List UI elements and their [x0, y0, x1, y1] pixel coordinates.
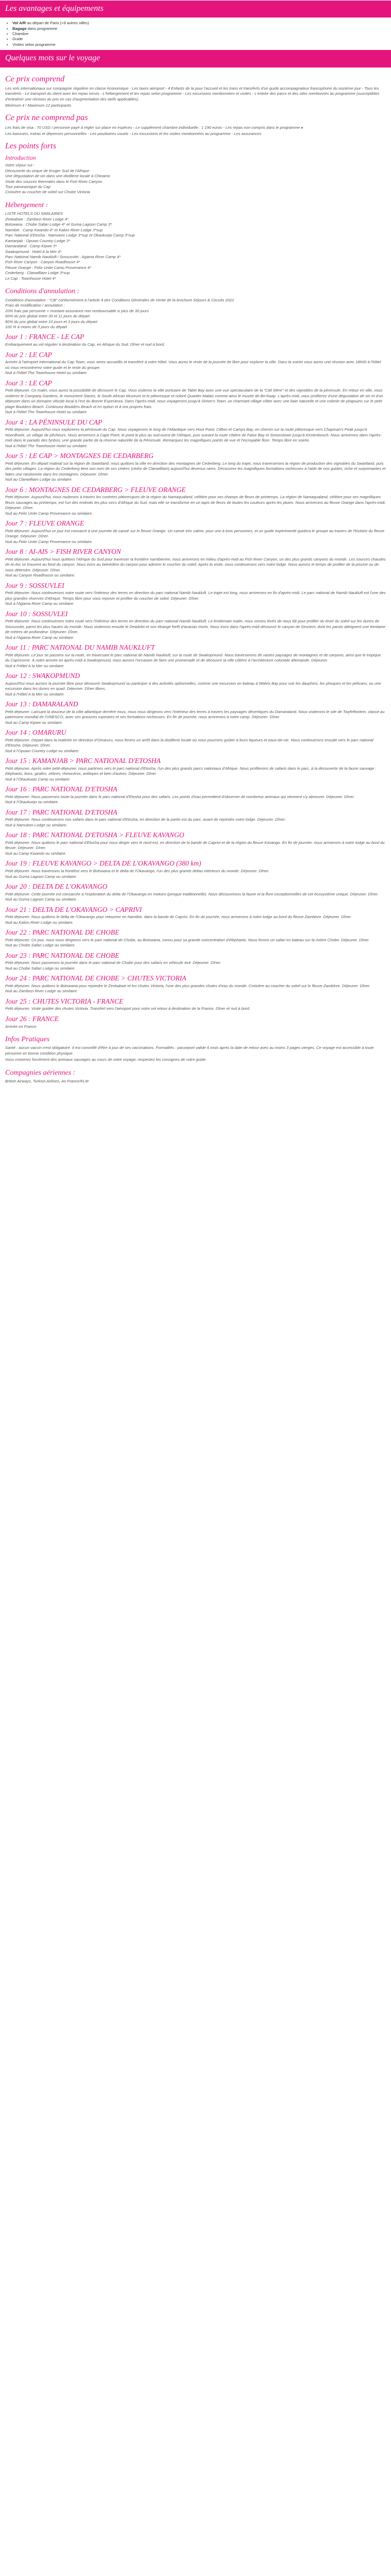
- section-band-advantages: Les avantages et équipements: [0, 1, 391, 18]
- day-title: Jour 13 : DAMARALAND: [5, 700, 78, 708]
- introduction-title: Introduction: [5, 154, 36, 161]
- section-band-trip: Quelques mots sur le voyage: [0, 50, 391, 67]
- strong-point-item: Votre séjour sur :: [5, 163, 35, 168]
- day-description: Petit déjeuner. Nous passerons la journée dans le parc national de Chobe pour des safaris en véhicule 4x4. Déjeuner. Dîner.: [5, 960, 221, 965]
- itinerary: [5, 332, 386, 1029]
- practical-title: Infos Pratiques: [5, 1035, 50, 1043]
- advantage-bold: Vol A/R: [12, 21, 26, 26]
- day-block: [5, 451, 386, 483]
- advantage-item: [12, 31, 386, 37]
- day-block: [5, 418, 386, 449]
- advantage-text: dans programme: [26, 26, 57, 31]
- day-accommodation: Nuit à l'Agama River Camp ou similaire.: [5, 601, 74, 606]
- day-description: Petit déjeuner. Cette journée est consacrée à l'exploration du delta de l'Okavango en mokoro (pirogue traditionnelle). Nous découvrirons la faune et la flore exceptionnelles de cet écosystème unique. Déjeuner. Dîner.: [5, 891, 379, 896]
- day-accommodation: Nuit au Canyon Roadhouse ou similaire.: [5, 573, 75, 578]
- price-excludes-text-2: Les boissons, extras et dépenses personnelles - Les pourboires usuels - Les excursions et les visites mentionnées au programme - Les assurances: [5, 131, 262, 136]
- day-block: [5, 350, 386, 376]
- lodging-item: Zimbabwe : Zambezi River Lodge 4*: [5, 216, 69, 222]
- day-accommodation: Nuit à l'Okaukuejo ou similaire.: [5, 800, 59, 805]
- lodging-item: Botswana : Chobe Safari Lodge 4* et Guma Lagoon Camp 3*: [5, 222, 112, 227]
- advantages-list: [5, 21, 386, 47]
- day-title: Jour 21 : DELTA DE L'OKAVANGO > CAPRIVI: [5, 905, 142, 913]
- cancellation-item: 20% frais par personne + montant assurance non remboursable si plus de 30 jours: [5, 308, 149, 313]
- advantage-item: [12, 26, 386, 31]
- advantage-item: [12, 42, 386, 47]
- day-title: Jour 2 : LE CAP: [5, 350, 52, 359]
- day-description: Petit déjeuner. Nous quittons le Botswana pour rejoindre le Zimbabwe et les chutes Victoria, l'une des plus grandes chutes d'eau du monde. Croisière au coucher du soleil sur le fleuve Zambèze. Déjeuner. Dîner.: [5, 983, 371, 988]
- day-description: Petit déjeuner. Nous continuerons notre route vers l'intérieur des terres en direction du parc national Namib Naukluft. Le lendemain matin, nous serons levés de nous tôt pour profiter du lever du soleil sur les dunes de Sossusvlei, parmi les plus hautes du monde. Nous visiterons ensuite le Deadvlei et son étrange forêt d'acacias morts. Nous irons dans l'après-midi découvrir le canyon de Sesriem, dont les parois atteignent une trentaine de mètres de profondeur. Déjeuner. Dîner.: [5, 619, 385, 635]
- day-title: Jour 23 : PARC NATIONAL DE CHOBE: [5, 951, 120, 959]
- lodging-item: Namibie : Camp Kwando 4* et Kalizo River Lodge 3*sup: [5, 227, 103, 232]
- day-block: [5, 808, 386, 828]
- practical-text-2: Vous croiserez forcément des animaux sauvages au cours de votre voyage, respectez les consignes de votre guide.: [5, 1057, 207, 1062]
- day-accommodation: Nuit au Chobe Safari Lodge ou similaire.: [5, 943, 76, 948]
- day-block: [5, 379, 386, 415]
- advantage-text: Chambre: [12, 31, 29, 37]
- day-title: Jour 18 : PARC NATIONAL D'ETOSHA > FLEUVE KAVANGO: [5, 831, 185, 839]
- day-title: Jour 10 : SOSSUVLEI: [5, 609, 68, 618]
- day-title: Jour 1 : FRANCE - LE CAP: [5, 333, 84, 341]
- day-description: Petit déjeuner. Départ dans la matinée en direction d'Omaruru, nous ferons un arrêt dans la distillerie locale où nous pourrons goûter à leurs liqueurs et eaux-de-vie. Nous continuerons ensuite vers le parc national d'Etosha. Déjeuner. Dîner.: [5, 737, 373, 748]
- day-accommodation: Nuit à l'hôtel The Townhouse Hotel ou similaire.: [5, 443, 88, 448]
- day-description: Petit déjeuner. Aujourd'hui nous quittons l'Afrique du Sud pour traverser la frontière namibienne, nous arriverons en milieu d'après-midi au Fish River Canyon, un des plus grands canyons du monde. Les sources chaudes de Ai-Ais se trouvent au fond du canyon. Nous irons au belvédère du canyon pour admirer le coucher du soleil. Après la visite, nous continuerons vers notre lodge. Nous aurons le temps de profiter de la piscine ou de nous détendre. Déjeuner. Dîner.: [5, 556, 386, 572]
- lodging-list: [5, 211, 386, 281]
- day-block: [5, 785, 386, 805]
- day-title: Jour 26 : FRANCE: [5, 1014, 59, 1023]
- day-accommodation: Nuit au Camp Kipwe ou similaire.: [5, 720, 63, 725]
- participants-text: Minimum 4 / Maximum 12 participants: [5, 103, 71, 108]
- day-block: [5, 609, 386, 641]
- strong-point-item: Une dégustation de vin dans une distillerie locale à Chinamo: [5, 174, 110, 179]
- advantage-item: [12, 37, 386, 42]
- day-accommodation: Nuit à l'hôtel The Townhouse Hotel ou similaire.: [5, 370, 88, 376]
- day-accommodation: Nuit au Kalizo River Lodge ou similaire.: [5, 920, 74, 925]
- day-block: [5, 905, 386, 926]
- day-title: Jour 4 : LA PÉNINSULE DU CAP: [5, 418, 102, 426]
- advantage-bold: Bagage: [12, 26, 27, 31]
- day-block: [5, 1014, 386, 1029]
- day-block: [5, 671, 386, 697]
- day-description: Petit déjeuner. Nous quittons le delta de l'Okavango pour retourner en Namibie, dans la bande de Caprivi. En fin de journée, nous arriverons à notre lodge au bord du fleuve Zambèze. Déjeuner. Dîner.: [5, 914, 352, 920]
- day-block: [5, 928, 386, 948]
- advantage-text: Visites selon programme: [12, 42, 56, 47]
- day-description: Petit déjeuner. Nous passerons toute la journée dans le parc national d'Etosha pour des safaris. Les points d'eau permettent d'observer de nombreux animaux qui viennent s'y abreuver. Déjeuner. Dîner.: [5, 794, 355, 799]
- day-title: Jour 14 : OMARURU: [5, 728, 67, 737]
- trip-section: [0, 67, 391, 1087]
- day-description: Arrivée en France.: [5, 1024, 38, 1029]
- day-block: [5, 831, 386, 856]
- day-block: [5, 951, 386, 972]
- cancellation-item: 60% du prix global entre 30 et 11 jours du départ: [5, 314, 90, 319]
- day-title: Jour 11 : PARC NATIONAL DU NAMIB NAUKLUFT: [5, 643, 155, 652]
- day-block: [5, 332, 386, 347]
- day-accommodation: Nuit à l'Agama River Camp ou similaire.: [5, 635, 74, 640]
- advantage-text: Guide: [12, 37, 23, 42]
- day-description: Petit déjeuner. Visite guidée des chutes Victoria. Transfert vers l'aéroport pour votre vol retour à destination de la France. Dîner et nuit à bord.: [5, 1006, 251, 1011]
- day-accommodation: Nuit à l'Opuwo Country Lodge ou similaire.: [5, 748, 79, 753]
- day-block: [5, 700, 386, 725]
- advantage-item: [12, 21, 386, 26]
- day-description: Petit déjeuner. Aujourd'hui nous explorerez la péninsule du Cap. Nous voyagerons le long de l'Atlantique vers Hout Point, Clifton et Camps Bay, en chemin sur la route pittoresque vers Chapman's Peak jusqu'à Noordhoek, un village de pêcheurs. Nous arriverons à Cape Point, le point le plus au sud-ouest de l'Afrique, puis suivant la route côtière de False Bay et Simonstown jusqu'à Kirstenbosch. Nous arriverons dans l'après-midi dans le paradis des fynbos, une grande partie de la réserve naturelle de la Péninsule. Remarquez les magnifiques points de vue et l'incroyable flore. Temps libre en soirée.: [5, 427, 382, 443]
- day-title: Jour 24 : PARC NATIONAL DE CHOBE > CHUTES VICTORIA: [5, 974, 186, 982]
- day-block: [5, 643, 386, 669]
- day-title: Jour 5 : LE CAP > MONTAGNES DE CEDARBERG: [5, 452, 154, 460]
- lodging-item: Damaraland : Camp Kipwe 3*: [5, 244, 57, 249]
- day-title: Jour 12 : SWAKOPMUND: [5, 672, 80, 680]
- day-description: Petit déjeuner. Aujourd'hui, nous roulerons à travers les contrées pittoresques de la région du Namaqualand, célèbre pour ses champs de fleurs de printemps. La région de Namaqualand, célèbre pour ses magnifiques fleurs sauvages au printemps, est l'un des endroits les plus secs d'Afrique du Sud, mais elle se transforme en un tapis de fleurs de toutes les couleurs après les pluies. Nous arriverons au fleuve Orange dans l'après-midi. Déjeuner. Dîner.: [5, 495, 386, 511]
- day-title: Jour 16 : PARC NATIONAL D'ETOSHA: [5, 785, 118, 793]
- day-title: Jour 15 : KAMANJAB > PARC NATIONAL D'ETOSHA: [5, 757, 161, 765]
- day-block: [5, 997, 386, 1012]
- lodging-title: Hébergement :: [5, 201, 48, 209]
- price-includes-text: Les vols internationaux sur compagnie régulière en classe économique - Les taxes aéroport - 4 Enfants de la pour l'accueil et les trans et transferts d'un guide accompagnateur francophone du onzième jour - Tous les transferts - Le transport du client avec les repas servis - L'hébergement et les repas selon programme - Les excursions mentionnées et visites - L'entrée des parcs et des sites mentionnés au programme (susceptibles d'entraîner une révision du prix en cas d'augmentation des tarifs applicables).: [5, 86, 380, 101]
- day-block: [5, 859, 386, 879]
- day-accommodation: Nuit au Guma Lagoon Camp ou similaire.: [5, 897, 77, 902]
- day-accommodation: Nuit au Clanwilliam Lodge ou similaire.: [5, 477, 73, 482]
- price-includes-title: Ce prix comprend: [5, 74, 64, 83]
- day-title: Jour 20 : DELTA DE L'OKAVANGO: [5, 882, 108, 890]
- lodging-item: Cederberg : Clanwilliam Lodge 3*sup: [5, 270, 70, 276]
- airline-text: British Airways, Turkish Airlines, Air France/KLM: [5, 1079, 89, 1083]
- cancellation-item: 80% du prix global entre 10 jours et 3 jours du départ: [5, 319, 97, 324]
- advantages-section: [0, 18, 391, 50]
- day-description: Aujourd'hui nous aurons la journée libre pour découvrir Swakopmund ou participer à des activités optionnelles, comme une excursion en bateau à Walvis Bay pour voir les dauphins, les phoques et les pélicans, ou une excursion dans les dunes en quad. Déjeuner. Dîner libres.: [5, 681, 381, 691]
- day-block: [5, 974, 386, 994]
- day-title: Jour 22 : PARC NATIONAL DE CHOBE: [5, 928, 120, 937]
- day-description: Petit déjeuner. Nous continuerons notre route vers l'intérieur des terres en direction du parc national Namib Naukluft. Le trajet est long, nous arriverons en fin d'après-midi. Le parc national de Namib Naukluft est l'une des plus grandes réserves d'Afrique. Temps libre pour vous reposer et profiter du coucher de soleil. Déjeuner. Dîner.: [5, 590, 386, 601]
- day-description: Petit déjeuner. Aujourd'hui ce jour est consacré à une journée de canoë sur le fleuve Orange. Un canoë très calme, pour une à trois personnes, et un guide expérimenté guidera le groupe au travers de l'histoire du fleuve Orange. Déjeuner. Dîner.: [5, 528, 385, 539]
- lodging-item: Parc National d'Etosha : Namutoni Lodge 3*sup et Okaukuejo Camp 3*sup: [5, 233, 135, 238]
- day-block: [5, 485, 386, 517]
- strong-point-item: Visite des sources thermales dans le Fish River Canyon: [5, 179, 103, 184]
- lodging-item: LISTE HOTELS OU SIMILAIRES: [5, 211, 63, 216]
- strong-point-item: Découverte du cirque de Kruger Sud de l'Afrique: [5, 168, 90, 173]
- day-accommodation: Nuit au Guma Lagoon Camp ou similaire.: [5, 874, 77, 879]
- day-accommodation: Nuit au Zambezi River Lodge ou similaire.: [5, 989, 78, 994]
- cancellation-title: Conditions d'annulation :: [5, 287, 79, 296]
- day-description: Petit déjeuner. Nous continuerons nos safaris dans le parc national d'Etosha, en direction de la partie est du parc, avant de rejoindre notre lodge. Déjeuner. Dîner.: [5, 817, 286, 822]
- day-accommodation: Nuit au Camp Kwando ou similaire.: [5, 851, 67, 856]
- day-title: Jour 19 : FLEUVE KAVANGO > DELTA DE L'OKAVANGO (380 km): [5, 859, 201, 868]
- day-description: Arrivée à l'aéroport international du Cap Town, vous serez accueillis et transféré à votre hôtel. Vous aurez le reste de la journée de libre pour explorer la ville. Dans la soirée vous aurez une réunion avec 18h00 à l'hôtel où vous rencontrerez votre guide et le reste du groupe.: [5, 360, 381, 370]
- day-accommodation: Nuit au Felix Unite Camp Provenance ou similaire.: [5, 511, 93, 516]
- day-accommodation: Nuit à l'Okaukuejo Camp ou similaire.: [5, 776, 71, 782]
- day-title: Jour 8 : AI-AIS > FISH RIVER CANYON: [5, 548, 121, 556]
- cancellation-item: Conditions d'annulation : "CB" conformément à l'article 4 des Conditions Générales de Vente de la brochure Séjours & Circuits 2022: [5, 297, 234, 302]
- lodging-item: Parc National Namib Naukluft / Sossusvlei : Agama River Camp 4*: [5, 254, 121, 259]
- day-accommodation: Nuit au Chobe Safari Lodge ou similaire.: [5, 965, 76, 971]
- price-excludes-text: Les frais de visa : 70 USD / personne payé à régler sur place en espèces - Le supplément chambre individuelle : 1 190 euros - Les repas non compris dans le programme ▸: [5, 125, 303, 130]
- strong-points-title: Les points forts: [5, 142, 56, 151]
- day-title: Jour 6 : MONTAGNES DE CEDARBERG > FLEUVE ORANGE: [5, 485, 186, 494]
- day-block: [5, 882, 386, 903]
- day-block: [5, 756, 386, 782]
- lodging-item: Kamanjab : Opuwo Country Lodge 3*: [5, 238, 70, 243]
- day-title: Jour 3 : LE CAP: [5, 379, 52, 387]
- lodging-item: Fish River Canyon : Canyon Roadhouse 4*: [5, 260, 80, 265]
- strong-point-item: Croisière au coucher de soleil sur Chobe Victoria: [5, 190, 90, 195]
- day-block: [5, 581, 386, 607]
- day-title: Jour 7 : FLEUVE ORANGE: [5, 519, 84, 528]
- lodging-item: Le Cap : Townhouse Hotel 4*: [5, 276, 56, 281]
- day-accommodation: Nuit à l'Hôtel A la Mer ou similaire.: [5, 691, 65, 697]
- advantage-text: au départ de Paris (+9 autres villes): [26, 21, 89, 26]
- airline-title: Compagnies aériennes :: [5, 1069, 76, 1077]
- day-description: Petit déjeuner. Nous quittons le parc national d'Etosha pour nous diriger vers le nord-est, en direction de la bande de Caprivi et de la région du fleuve Kavango. En fin de journée, nous arriverons à notre lodge au bord du fleuve. Déjeuner. Dîner.: [5, 840, 385, 851]
- day-block: [5, 547, 386, 579]
- day-title: Jour 25 : CHUTES VICTORIA - FRANCE: [5, 997, 123, 1005]
- lodging-item: Fleuve Orange : Felix Unite Camp Provenance 4*: [5, 265, 91, 270]
- day-description: Petit déjeuner. Ce matin, vous aurez la possibilité de découvrir le Cap. Vous visiterez la ville portuaire de Table Bay avec une vue spectaculaire de la "Cité Mère" et des vignobles de la péninsule. En retour en ville, vous visiterez le Company Gardens, le monument Slaves, le South African Museum et le pittoresque et coloré Quartier Malais comme ainsi le musée de Bo-Kaap. L'après-midi, vous profiterez d'une dégustation de vin et d'un déjeuner dans un domaine viticole local à l'est du Bonne Esperanza. Dans l'après-midi, nous voyagerons jusqu'à Simon's Town, un charmant village côtier avec une baie naturelle et une colonie de pingouins sur le petit plage Boulders Beach. Continuez Boulders Beach et en option et à vos propres frais.: [5, 388, 383, 409]
- strong-points-list: [5, 163, 386, 195]
- day-accommodation: Nuit à Namutoni Lodge ou similaire.: [5, 822, 68, 827]
- day-description: Petit déjeuner. Laissant la douceur de la côte atlantique derrière nous, nous nous dirigeons vers l'intérieur des terres à travers les paysages désertiques du Damaraland. Nous visiterons le site de Twyfelfontein, classé au patrimoine mondial de l'UNESCO, avec ses gravures rupestres et ses formations rocheuses. En fin de journée, nous arriverons à notre camp. Déjeuner. Dîner.: [5, 709, 385, 720]
- day-description: Petit déjeuner. Ce jour, nous nous dirigeons vers le parc national de Chobe, au Botswana, connu pour sa grande concentration d'éléphants. Nous ferons un safari en bateau sur la rivière Chobe. Déjeuner. Dîner.: [5, 937, 370, 942]
- cancellation-item: Frais de modification / annulation :: [5, 303, 65, 308]
- day-description: Petit déjeuner. En départ matinal sur la région de Swartland, nous quittons la ville en direction des montagnes de Cederberg. Le long du trajet, nous traverserons la région de production des vignobles du Swartland, puis des petits villages. La région du Cederberg tient son nom de ses cèdres (cèdre de Clanwilliam) aujourd'hui devenus rares. Découvrez les magnifiques formations rocheuses à l'aide de nos guides, riche et surprenantes et faites une randonnée dans les montagnes. Déjeuner. Dîner.: [5, 461, 386, 477]
- cancellation-list: [5, 298, 386, 330]
- lodging-item: Swakopmund : Hotel A la Mer 4*: [5, 249, 62, 254]
- day-accommodation: Nuit au Felix Unite Camp Provenance ou similaire.: [5, 539, 93, 544]
- day-block: [5, 519, 386, 545]
- day-block: [5, 728, 386, 754]
- cancellation-item: 100 % à moins de 3 jours du départ: [5, 324, 67, 329]
- strong-point-item: Tour panoramique du Cap: [5, 184, 51, 189]
- price-excludes-title: Ce prix ne comprend pas: [5, 113, 88, 123]
- day-title: Jour 9 : SOSSUVLEI: [5, 581, 64, 589]
- day-description: Petit déjeuner. Après votre petit-déjeuner, nous partirons vers le parc national d'Etosha, l'un des plus grands parcs nationaux d'Afrique. Nous profiterons de safaris dans le parc, à la découverte de la faune sauvage : éléphants, lions, girafes, zèbres, rhinocéros, antilopes et bien d'autres. Déjeuner. Dîner.: [5, 766, 377, 776]
- day-description: Petit déjeuner. Le jour se passera sur la route, en traversant le parc national de Namib Naukluft, sur la route de Swakopmund. Nous traverserons de vastes paysages de montagnes et de canyons, ainsi que le tropique du Capricorne. À notre arrivée en après-midi à Swakopmund, nous aurons l'occasion de faire une promenade et de découvrir la ville côtière à l'architecture coloniale allemande. Déjeuner.: [5, 652, 381, 663]
- day-accommodation: Nuit à l'Hôtel A la Mer ou similaire.: [5, 663, 65, 668]
- day-description: Embarquement au vol régulier à destination du Cap, en Afrique du Sud. Dîner et nuit à bord.: [5, 342, 165, 347]
- day-title: Jour 17 : PARC NATIONAL D'ETOSHA: [5, 808, 118, 816]
- practical-text: Santé : aucun vaccin n'est obligatoire. Il est conseillé d'être à jour de ses vaccinations. Formalités : passeport valide 6 mois après la date de retour avec au moins 3 pages vierges. Ce voyage est accessible à toute personne en bonne condition physique.: [5, 1045, 374, 1056]
- day-accommodation: Nuit à l'hôtel The Townhouse Hotel ou similaire.: [5, 410, 88, 415]
- day-description: Petit déjeuner. Nous traversons la frontière vers le Botswana et le delta de l'Okavango, l'un des plus grands deltas intérieurs du monde. Déjeuner. Dîner.: [5, 869, 269, 874]
